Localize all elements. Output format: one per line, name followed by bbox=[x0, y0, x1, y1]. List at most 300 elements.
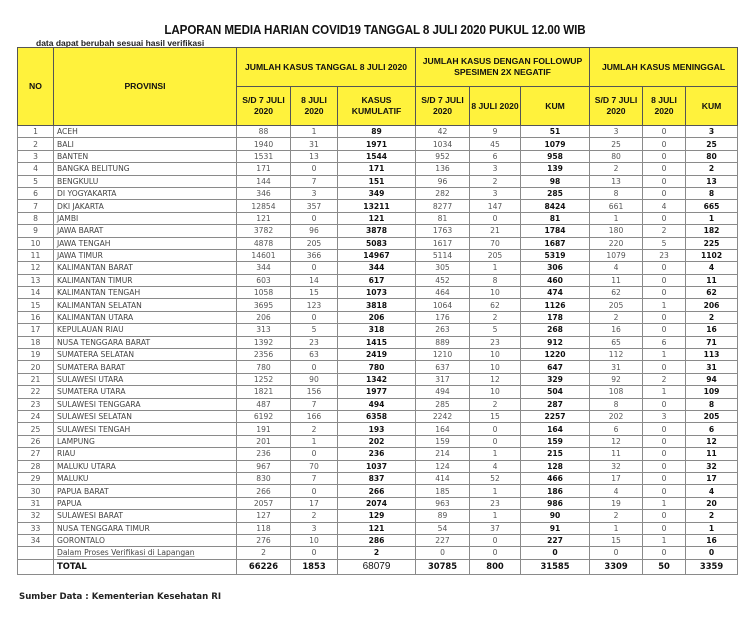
recovered-cumulative: 466 bbox=[521, 472, 590, 484]
cases-today: 96 bbox=[291, 225, 338, 237]
deaths-today: 0 bbox=[643, 212, 686, 224]
row-number: 3 bbox=[18, 150, 54, 162]
province-name: JAWA BARAT bbox=[54, 225, 237, 237]
cases-before: 171 bbox=[237, 163, 291, 175]
deaths-cumulative: 8 bbox=[686, 187, 738, 199]
cases-before: 2057 bbox=[237, 497, 291, 509]
recovered-cumulative: 164 bbox=[521, 423, 590, 435]
deaths-today: 0 bbox=[643, 287, 686, 299]
deaths-today: 0 bbox=[643, 485, 686, 497]
province-name: RIAU bbox=[54, 448, 237, 460]
cases-today: 0 bbox=[291, 361, 338, 373]
table-row bbox=[18, 237, 738, 249]
table-row bbox=[18, 448, 738, 460]
row-number: 23 bbox=[18, 398, 54, 410]
cases-today: 2 bbox=[291, 510, 338, 522]
deaths-cumulative: 1 bbox=[686, 522, 738, 534]
recovered-cumulative: 1126 bbox=[521, 299, 590, 311]
row-number: 21 bbox=[18, 373, 54, 385]
recovered-before: 5114 bbox=[416, 249, 470, 261]
cases-before: 967 bbox=[237, 460, 291, 472]
recovered-before: 452 bbox=[416, 274, 470, 286]
recovered-today: 45 bbox=[470, 138, 521, 150]
deaths-before: 6 bbox=[590, 423, 643, 435]
recovered-cumulative: 91 bbox=[521, 522, 590, 534]
deaths-today: 0 bbox=[643, 138, 686, 150]
recovered-before: 214 bbox=[416, 448, 470, 460]
cases-cumulative: 68079 bbox=[338, 559, 416, 574]
deaths-before: 1 bbox=[590, 212, 643, 224]
table-row bbox=[18, 287, 738, 299]
deaths-cumulative: 8 bbox=[686, 398, 738, 410]
recovered-today: 10 bbox=[470, 287, 521, 299]
recovered-before: 136 bbox=[416, 163, 470, 175]
recovered-before: 1064 bbox=[416, 299, 470, 311]
row-number: 30 bbox=[18, 485, 54, 497]
cases-today: 0 bbox=[291, 311, 338, 323]
row-number: 15 bbox=[18, 299, 54, 311]
recovered-before: 30785 bbox=[416, 559, 470, 574]
province-name: Dalam Proses Verifikasi di Lapangan bbox=[54, 547, 237, 559]
recovered-today: 12 bbox=[470, 373, 521, 385]
recovered-cumulative: 51 bbox=[521, 126, 590, 138]
deaths-cumulative: 13 bbox=[686, 175, 738, 187]
recovered-cumulative: 227 bbox=[521, 534, 590, 546]
recovered-before: 464 bbox=[416, 287, 470, 299]
cases-before: 4878 bbox=[237, 237, 291, 249]
recovered-cumulative: 986 bbox=[521, 497, 590, 509]
cases-today: 3 bbox=[291, 522, 338, 534]
row-number: 11 bbox=[18, 249, 54, 261]
cases-cumulative: 121 bbox=[338, 522, 416, 534]
cases-today: 5 bbox=[291, 324, 338, 336]
deaths-cumulative: 205 bbox=[686, 410, 738, 422]
cases-before: 66226 bbox=[237, 559, 291, 574]
deaths-before: 180 bbox=[590, 225, 643, 237]
province-name: BANTEN bbox=[54, 150, 237, 162]
cases-today: 7 bbox=[291, 398, 338, 410]
table-row bbox=[18, 460, 738, 472]
cases-today: 0 bbox=[291, 485, 338, 497]
recovered-before: 952 bbox=[416, 150, 470, 162]
table-row bbox=[18, 249, 738, 261]
cases-before: 127 bbox=[237, 510, 291, 522]
deaths-before: 32 bbox=[590, 460, 643, 472]
province-name: BENGKULU bbox=[54, 175, 237, 187]
cases-today: 7 bbox=[291, 472, 338, 484]
deaths-before: 1 bbox=[590, 522, 643, 534]
recovered-before: 8277 bbox=[416, 200, 470, 212]
recovered-cumulative: 1784 bbox=[521, 225, 590, 237]
recovered-today: 2 bbox=[470, 311, 521, 323]
table-row bbox=[18, 150, 738, 162]
deaths-cumulative: 12 bbox=[686, 435, 738, 447]
cases-cumulative: 2 bbox=[338, 547, 416, 559]
cases-before: 144 bbox=[237, 175, 291, 187]
table-row bbox=[18, 187, 738, 199]
recovered-today: 0 bbox=[470, 435, 521, 447]
table-row bbox=[18, 262, 738, 274]
deaths-before: 80 bbox=[590, 150, 643, 162]
recovered-before: 1763 bbox=[416, 225, 470, 237]
recovered-before: 185 bbox=[416, 485, 470, 497]
table-row bbox=[18, 212, 738, 224]
table-row bbox=[18, 349, 738, 361]
recovered-cumulative: 159 bbox=[521, 435, 590, 447]
recovered-before: 164 bbox=[416, 423, 470, 435]
recovered-today: 5 bbox=[470, 324, 521, 336]
table-row bbox=[18, 126, 738, 138]
cases-cumulative: 5083 bbox=[338, 237, 416, 249]
recovered-cumulative: 31585 bbox=[521, 559, 590, 574]
cases-cumulative: 1415 bbox=[338, 336, 416, 348]
cases-cumulative: 129 bbox=[338, 510, 416, 522]
cases-before: 276 bbox=[237, 534, 291, 546]
recovered-cumulative: 215 bbox=[521, 448, 590, 460]
cases-today: 63 bbox=[291, 349, 338, 361]
province-name: NUSA TENGGARA BARAT bbox=[54, 336, 237, 348]
row-number: 10 bbox=[18, 237, 54, 249]
cases-before: 6192 bbox=[237, 410, 291, 422]
row-number: 33 bbox=[18, 522, 54, 534]
deaths-today: 1 bbox=[643, 299, 686, 311]
cases-cumulative: 1971 bbox=[338, 138, 416, 150]
recovered-before: 2242 bbox=[416, 410, 470, 422]
recovered-today: 15 bbox=[470, 410, 521, 422]
province-name: BANGKA BELITUNG bbox=[54, 163, 237, 175]
recovered-today: 10 bbox=[470, 349, 521, 361]
deaths-before: 25 bbox=[590, 138, 643, 150]
deaths-today: 0 bbox=[643, 163, 686, 175]
recovered-cumulative: 268 bbox=[521, 324, 590, 336]
deaths-today: 0 bbox=[643, 324, 686, 336]
table-row bbox=[18, 163, 738, 175]
cases-before: 780 bbox=[237, 361, 291, 373]
deaths-today: 0 bbox=[643, 175, 686, 187]
deaths-before: 16 bbox=[590, 324, 643, 336]
deaths-cumulative: 80 bbox=[686, 150, 738, 162]
table-row bbox=[18, 547, 738, 559]
cases-before: 1058 bbox=[237, 287, 291, 299]
cases-cumulative: 236 bbox=[338, 448, 416, 460]
deaths-today: 0 bbox=[643, 522, 686, 534]
province-name: SUMATERA BARAT bbox=[54, 361, 237, 373]
row-number: 28 bbox=[18, 460, 54, 472]
recovered-today: 3 bbox=[470, 187, 521, 199]
cases-today: 0 bbox=[291, 163, 338, 175]
table-row bbox=[18, 175, 738, 187]
recovered-before: 1034 bbox=[416, 138, 470, 150]
cases-cumulative: 13211 bbox=[338, 200, 416, 212]
cases-today: 357 bbox=[291, 200, 338, 212]
recovered-before: 414 bbox=[416, 472, 470, 484]
deaths-cumulative: 113 bbox=[686, 349, 738, 361]
deaths-today: 1 bbox=[643, 386, 686, 398]
deaths-before: 11 bbox=[590, 448, 643, 460]
deaths-before: 12 bbox=[590, 435, 643, 447]
province-name: SUMATERA SELATAN bbox=[54, 349, 237, 361]
province-name: KALIMANTAN TENGAH bbox=[54, 287, 237, 299]
deaths-today: 0 bbox=[643, 547, 686, 559]
deaths-today: 0 bbox=[643, 472, 686, 484]
cases-cumulative: 1342 bbox=[338, 373, 416, 385]
cases-today: 166 bbox=[291, 410, 338, 422]
recovered-cumulative: 0 bbox=[521, 547, 590, 559]
table-row bbox=[18, 423, 738, 435]
cases-cumulative: 14967 bbox=[338, 249, 416, 261]
deaths-cumulative: 11 bbox=[686, 274, 738, 286]
recovered-today: 1 bbox=[470, 485, 521, 497]
header-mati-kum: KUM bbox=[686, 87, 738, 126]
recovered-cumulative: 647 bbox=[521, 361, 590, 373]
recovered-before: 159 bbox=[416, 435, 470, 447]
cases-cumulative: 151 bbox=[338, 175, 416, 187]
deaths-today: 0 bbox=[643, 361, 686, 373]
cases-cumulative: 171 bbox=[338, 163, 416, 175]
province-name: TOTAL bbox=[54, 559, 237, 574]
recovered-before: 494 bbox=[416, 386, 470, 398]
recovered-today: 4 bbox=[470, 460, 521, 472]
cases-today: 1853 bbox=[291, 559, 338, 574]
table-row bbox=[18, 225, 738, 237]
recovered-before: 176 bbox=[416, 311, 470, 323]
recovered-today: 147 bbox=[470, 200, 521, 212]
cases-cumulative: 202 bbox=[338, 435, 416, 447]
recovered-today: 52 bbox=[470, 472, 521, 484]
province-name: JAWA TIMUR bbox=[54, 249, 237, 261]
recovered-cumulative: 98 bbox=[521, 175, 590, 187]
deaths-today: 0 bbox=[643, 423, 686, 435]
deaths-cumulative: 2 bbox=[686, 311, 738, 323]
recovered-cumulative: 5319 bbox=[521, 249, 590, 261]
province-name: DI YOGYAKARTA bbox=[54, 187, 237, 199]
cases-today: 70 bbox=[291, 460, 338, 472]
cases-cumulative: 349 bbox=[338, 187, 416, 199]
recovered-today: 62 bbox=[470, 299, 521, 311]
cases-cumulative: 89 bbox=[338, 126, 416, 138]
header-no: NO bbox=[18, 48, 54, 126]
row-number: 31 bbox=[18, 497, 54, 509]
province-name: SULAWESI TENGAH bbox=[54, 423, 237, 435]
deaths-cumulative: 94 bbox=[686, 373, 738, 385]
row-number: 4 bbox=[18, 163, 54, 175]
province-name: SUMATERA UTARA bbox=[54, 386, 237, 398]
cases-today: 1 bbox=[291, 435, 338, 447]
header-follow-kum: KUM bbox=[521, 87, 590, 126]
recovered-today: 9 bbox=[470, 126, 521, 138]
table-row bbox=[18, 497, 738, 509]
header-group-followup: JUMLAH KASUS DENGAN FOLLOWUP SPESIMEN 2X NEGATIF bbox=[416, 48, 590, 87]
deaths-cumulative: 4 bbox=[686, 485, 738, 497]
recovered-before: 637 bbox=[416, 361, 470, 373]
deaths-cumulative: 25 bbox=[686, 138, 738, 150]
cases-today: 123 bbox=[291, 299, 338, 311]
deaths-before: 112 bbox=[590, 349, 643, 361]
deaths-cumulative: 2 bbox=[686, 163, 738, 175]
recovered-before: 1617 bbox=[416, 237, 470, 249]
recovered-today: 6 bbox=[470, 150, 521, 162]
province-name: SULAWESI UTARA bbox=[54, 373, 237, 385]
cases-cumulative: 121 bbox=[338, 212, 416, 224]
deaths-before: 65 bbox=[590, 336, 643, 348]
deaths-cumulative: 3359 bbox=[686, 559, 738, 574]
recovered-before: 285 bbox=[416, 398, 470, 410]
recovered-cumulative: 1079 bbox=[521, 138, 590, 150]
recovered-today: 2 bbox=[470, 175, 521, 187]
province-name: MALUKU UTARA bbox=[54, 460, 237, 472]
cases-today: 17 bbox=[291, 497, 338, 509]
row-number bbox=[18, 559, 54, 574]
deaths-before: 108 bbox=[590, 386, 643, 398]
province-name: NUSA TENGGARA TIMUR bbox=[54, 522, 237, 534]
cases-today: 366 bbox=[291, 249, 338, 261]
table-row bbox=[18, 472, 738, 484]
cases-cumulative: 617 bbox=[338, 274, 416, 286]
table-body bbox=[18, 126, 738, 575]
deaths-cumulative: 17 bbox=[686, 472, 738, 484]
row-number: 9 bbox=[18, 225, 54, 237]
cases-today: 0 bbox=[291, 212, 338, 224]
cases-cumulative: 206 bbox=[338, 311, 416, 323]
row-number: 22 bbox=[18, 386, 54, 398]
recovered-before: 42 bbox=[416, 126, 470, 138]
province-name: MALUKU bbox=[54, 472, 237, 484]
recovered-today: 0 bbox=[470, 534, 521, 546]
table-row bbox=[18, 398, 738, 410]
deaths-before: 220 bbox=[590, 237, 643, 249]
cases-today: 14 bbox=[291, 274, 338, 286]
cases-cumulative: 344 bbox=[338, 262, 416, 274]
recovered-before: 124 bbox=[416, 460, 470, 472]
cases-cumulative: 6358 bbox=[338, 410, 416, 422]
province-name: BALI bbox=[54, 138, 237, 150]
table-row bbox=[18, 534, 738, 546]
recovered-today: 2 bbox=[470, 398, 521, 410]
row-number: 12 bbox=[18, 262, 54, 274]
deaths-cumulative: 20 bbox=[686, 497, 738, 509]
row-number: 19 bbox=[18, 349, 54, 361]
row-number: 7 bbox=[18, 200, 54, 212]
row-number: 24 bbox=[18, 410, 54, 422]
recovered-today: 37 bbox=[470, 522, 521, 534]
table-row bbox=[18, 274, 738, 286]
cases-cumulative: 1977 bbox=[338, 386, 416, 398]
cases-today: 156 bbox=[291, 386, 338, 398]
deaths-today: 4 bbox=[643, 200, 686, 212]
recovered-cumulative: 912 bbox=[521, 336, 590, 348]
cases-before: 12854 bbox=[237, 200, 291, 212]
report-title: LAPORAN MEDIA HARIAN COVID19 TANGGAL 8 JULI 2020 PUKUL 12.00 WIB bbox=[164, 23, 586, 37]
province-name: GORONTALO bbox=[54, 534, 237, 546]
deaths-today: 0 bbox=[643, 126, 686, 138]
province-name: KEPULAUAN RIAU bbox=[54, 324, 237, 336]
recovered-cumulative: 1220 bbox=[521, 349, 590, 361]
recovered-cumulative: 178 bbox=[521, 311, 590, 323]
deaths-cumulative: 6 bbox=[686, 423, 738, 435]
cases-before: 191 bbox=[237, 423, 291, 435]
cases-before: 266 bbox=[237, 485, 291, 497]
recovered-cumulative: 2257 bbox=[521, 410, 590, 422]
row-number: 27 bbox=[18, 448, 54, 460]
row-number: 32 bbox=[18, 510, 54, 522]
recovered-before: 263 bbox=[416, 324, 470, 336]
recovered-cumulative: 285 bbox=[521, 187, 590, 199]
cases-cumulative: 193 bbox=[338, 423, 416, 435]
deaths-cumulative: 11 bbox=[686, 448, 738, 460]
recovered-today: 0 bbox=[470, 212, 521, 224]
cases-cumulative: 2074 bbox=[338, 497, 416, 509]
cases-cumulative: 2419 bbox=[338, 349, 416, 361]
cases-today: 90 bbox=[291, 373, 338, 385]
row-number: 26 bbox=[18, 435, 54, 447]
deaths-today: 1 bbox=[643, 534, 686, 546]
cases-today: 0 bbox=[291, 262, 338, 274]
header-group-kasus: JUMLAH KASUS TANGGAL 8 JULI 2020 bbox=[237, 48, 416, 87]
report-subtitle: data dapat berubah sesuai hasil verifikasi bbox=[36, 38, 205, 48]
cases-before: 830 bbox=[237, 472, 291, 484]
total-row bbox=[18, 559, 738, 574]
cases-cumulative: 780 bbox=[338, 361, 416, 373]
deaths-before: 4 bbox=[590, 262, 643, 274]
deaths-cumulative: 225 bbox=[686, 237, 738, 249]
row-number: 13 bbox=[18, 274, 54, 286]
deaths-today: 23 bbox=[643, 249, 686, 261]
recovered-today: 10 bbox=[470, 386, 521, 398]
row-number: 2 bbox=[18, 138, 54, 150]
row-number: 16 bbox=[18, 311, 54, 323]
recovered-cumulative: 460 bbox=[521, 274, 590, 286]
deaths-today: 1 bbox=[643, 497, 686, 509]
province-name: KALIMANTAN UTARA bbox=[54, 311, 237, 323]
table-row bbox=[18, 510, 738, 522]
table-row bbox=[18, 311, 738, 323]
cases-today: 13 bbox=[291, 150, 338, 162]
cases-today: 205 bbox=[291, 237, 338, 249]
table-row bbox=[18, 324, 738, 336]
recovered-today: 1 bbox=[470, 262, 521, 274]
deaths-cumulative: 109 bbox=[686, 386, 738, 398]
deaths-before: 31 bbox=[590, 361, 643, 373]
recovered-before: 96 bbox=[416, 175, 470, 187]
province-name: SULAWESI BARAT bbox=[54, 510, 237, 522]
cases-cumulative: 1037 bbox=[338, 460, 416, 472]
deaths-before: 661 bbox=[590, 200, 643, 212]
recovered-cumulative: 329 bbox=[521, 373, 590, 385]
cases-before: 313 bbox=[237, 324, 291, 336]
deaths-cumulative: 16 bbox=[686, 534, 738, 546]
table-row bbox=[18, 138, 738, 150]
recovered-today: 3 bbox=[470, 163, 521, 175]
table-row bbox=[18, 336, 738, 348]
deaths-today: 2 bbox=[643, 225, 686, 237]
recovered-today: 1 bbox=[470, 448, 521, 460]
deaths-cumulative: 0 bbox=[686, 547, 738, 559]
header-group-meninggal: JUMLAH KASUS MENINGGAL bbox=[590, 48, 738, 87]
cases-today: 0 bbox=[291, 448, 338, 460]
recovered-cumulative: 1687 bbox=[521, 237, 590, 249]
recovered-cumulative: 958 bbox=[521, 150, 590, 162]
province-name: JAWA TENGAH bbox=[54, 237, 237, 249]
recovered-today: 0 bbox=[470, 547, 521, 559]
recovered-today: 21 bbox=[470, 225, 521, 237]
deaths-before: 3309 bbox=[590, 559, 643, 574]
deaths-today: 0 bbox=[643, 460, 686, 472]
recovered-today: 8 bbox=[470, 274, 521, 286]
row-number: 20 bbox=[18, 361, 54, 373]
deaths-today: 0 bbox=[643, 150, 686, 162]
row-number bbox=[18, 547, 54, 559]
row-number: 29 bbox=[18, 472, 54, 484]
